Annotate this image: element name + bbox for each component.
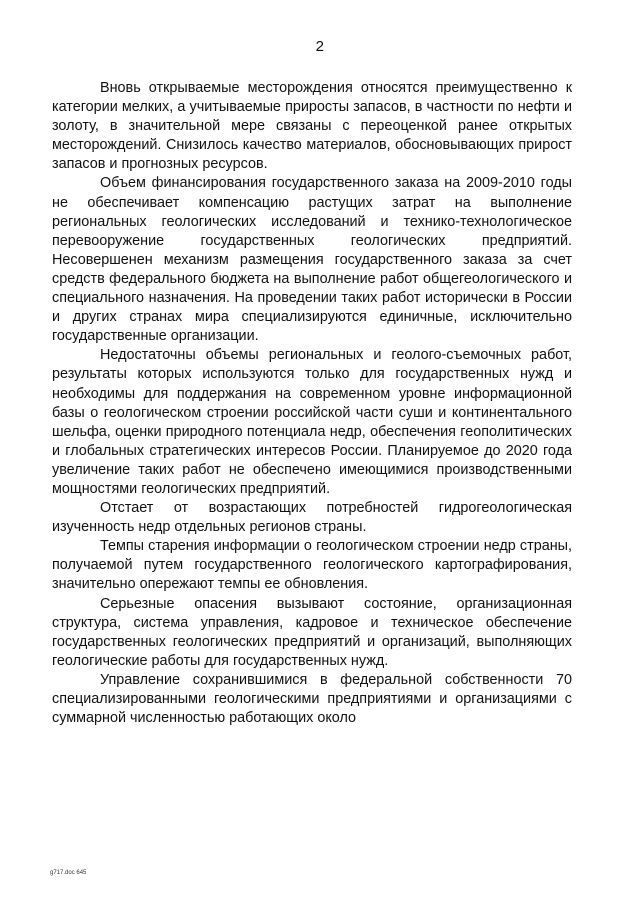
body-text bbox=[52, 79, 572, 728]
paragraph-enterprise-concerns: Серьезные опасения вызывают состояние, организационная структура, система управления, кадровое и техническое обеспечение государственных геологических предприятий и организаций, выполняющих геологические работы для государственных нужд. bbox=[52, 595, 572, 669]
paragraph-federal-management: Управление сохранившимися в федеральной собственности 70 специализированными геологическими предприятиями и организациями с суммарной численностью работающих около bbox=[52, 671, 572, 727]
paragraph-state-order-funding: Объем финансирования государственного заказа на 2009-2010 годы не обеспечивает компенсацию растущих затрат на выполнение региональных геологических исследований и технико-технологическое перевооружение государственных геологических предприятий. Несовершенен механизм размещения государственного заказа за счет средств федерального бюджета на выполнение работ общегеологического и специального назначения. На проведении таких работ исторически в России и других странах мира специализируются единичные, исключительно государственные организации. bbox=[52, 175, 572, 345]
paragraph-information-aging: Темпы старения информации о геологическом строении недр страны, получаемой путем государственного геологического картографирования, значительно опережают темпы ее обновления. bbox=[52, 538, 572, 593]
paragraph-new-deposits: Вновь открываемые месторождения относятся преимущественно к категории мелких, а учитываемые приросты запасов, в частности по нефти и золоту, в значительной мере связаны с переоценкой ранее открытых месторождений. Снизилось качество материалов, обосновывающих прирост запасов и прогнозных ресурсов. bbox=[52, 80, 572, 173]
paragraph-hydrogeological-study: Отстает от возрастающих потребностей гидрогеологическая изученность недр отдельных регионов страны. bbox=[52, 500, 572, 536]
footer-document-code: g717.doc 645 bbox=[50, 870, 87, 876]
page-number: 2 bbox=[315, 38, 325, 55]
paragraph-regional-survey-volume: Недостаточны объемы региональных и геолого-съемочных работ, результаты которых используются только для государственных нужд и необходимы для поддержания на современном уровне информационной базы о геологическом строении российской части суши и континентального шельфа, оценки природного потенциала недр, обеспечения геополитических и глобальных стратегических интересов России. Планируемое до 2020 года увеличение таких работ не обеспечено имеющимися производственными мощностями геологических предприятий. bbox=[52, 347, 572, 497]
